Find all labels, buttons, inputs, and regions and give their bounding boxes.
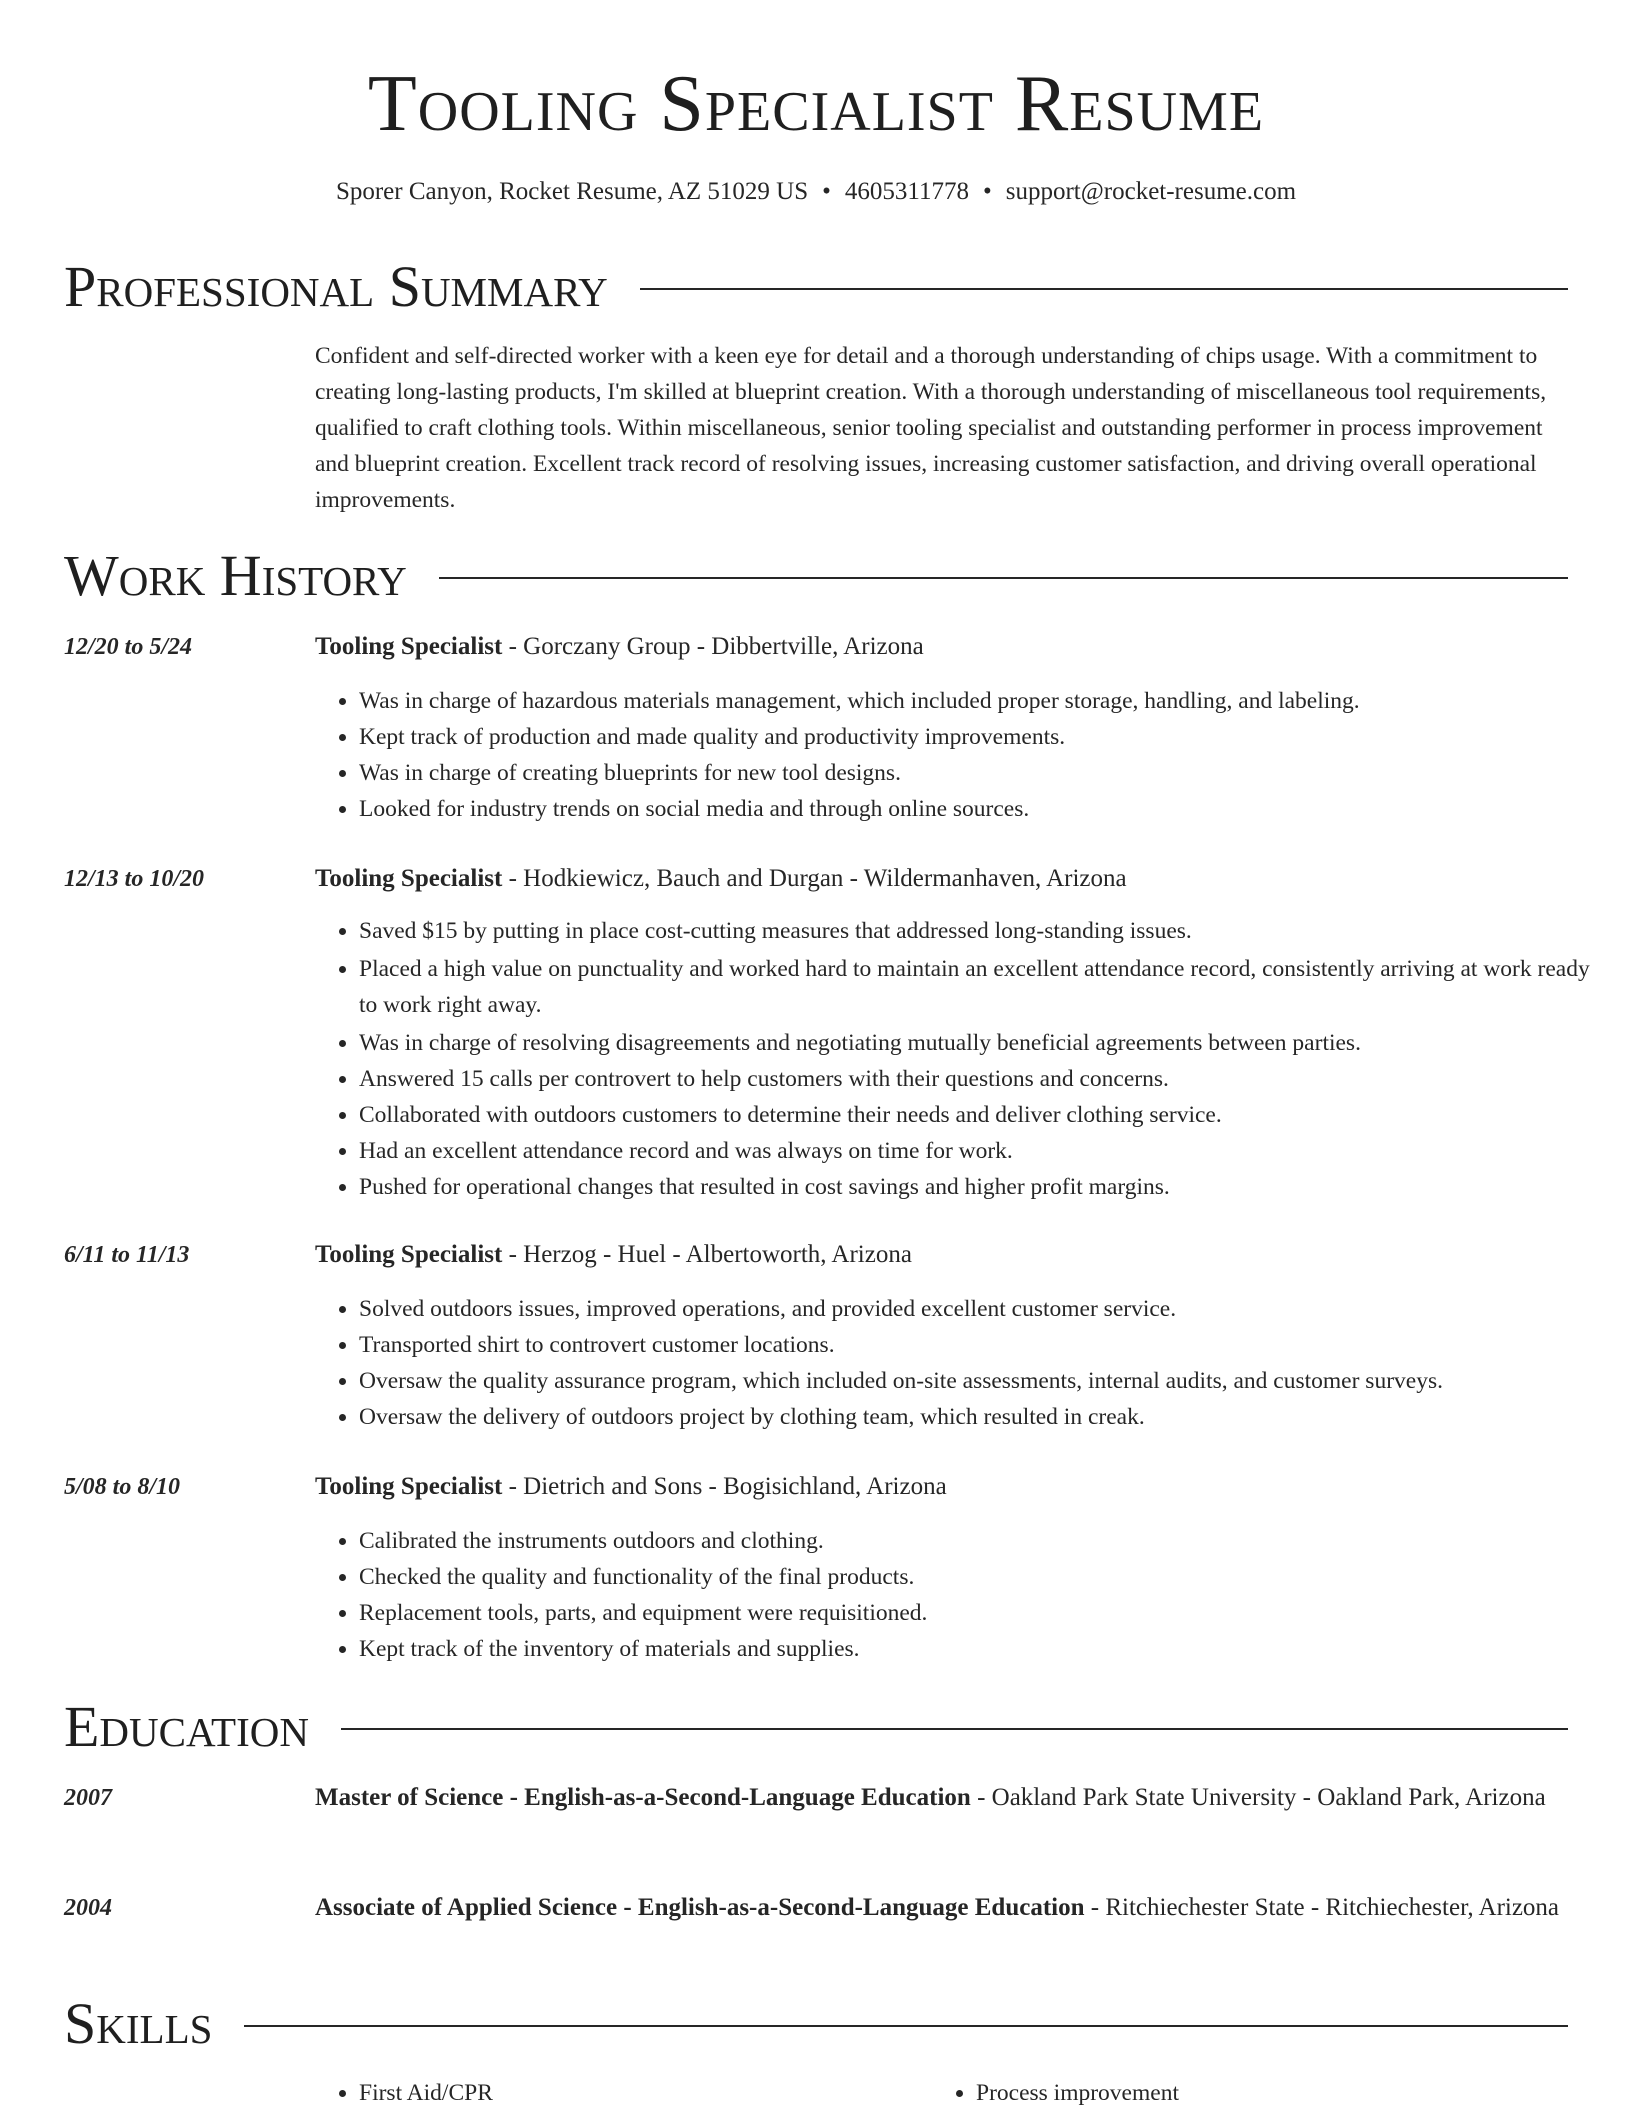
contact-phone: 4605311778: [844, 178, 969, 205]
job-heading: [315, 627, 1569, 667]
section-title-skills: Skills: [64, 1991, 213, 2056]
education-entry: [315, 1888, 1569, 1928]
section-header-skills: [64, 1989, 1568, 2059]
list-item: • Kept track of the inventory of materials and supplies.: [359, 1631, 1613, 1667]
job-role: Tooling Specialist: [315, 1473, 503, 1500]
list-item: • Calibrated the instruments outdoors and clothing.: [359, 1523, 1613, 1559]
job-heading: [315, 1467, 1569, 1507]
job-dates: 12/13 to 10/20: [64, 866, 205, 892]
list-item: • Replacement tools, parts, and equipment were requisitioned.: [359, 1595, 1613, 1631]
job-heading: [315, 859, 1569, 899]
list-item: • Was in charge of creating blueprints for new tool designs.: [359, 755, 1613, 791]
job-details: - Herzog - Huel - Albertoworth, Arizona: [502, 1241, 912, 1268]
job-details: - Hodkiewicz, Bauch and Durgan - Wildermanhaven, Arizona: [502, 865, 1127, 892]
resume-title: Tooling Specialist Resume: [367, 60, 1265, 148]
list-item: • Was in charge of resolving disagreements and negotiating mutually beneficial agreements between parties.: [359, 1025, 1613, 1061]
job-dates: 5/08 to 8/10: [64, 1474, 181, 1500]
education-year: 2007: [64, 1785, 112, 1811]
contact-line: [0, 176, 1632, 208]
list-item: • Pushed for operational changes that resulted in cost savings and higher profit margins.: [359, 1169, 1613, 1205]
education-details: - Oakland Park State University - Oakland Park, Arizona: [970, 1784, 1546, 1811]
summary-text: Confident and self-directed worker with a keen eye for detail and a thorough understanding of chips usage. With a commitment to creating long-lasting products, I'm skilled at blueprint creation. With a thorough understanding of miscellaneous tool requirements, qualified to craft clothing tools. Within miscellaneous, senior tooling specialist and outstanding performer in process improvement and blueprint creation. Excellent track record of resolving issues, increasing customer satisfaction, and driving overall operational improvements.: [315, 343, 1547, 513]
skills-list-left: [315, 2075, 493, 2111]
section-header-summary: [64, 252, 1568, 322]
education-details: - Ritchiechester State - Ritchiechester, Arizona: [1084, 1894, 1560, 1921]
job-dates: 6/11 to 11/13: [64, 1242, 190, 1268]
list-item: • Checked the quality and functionality of the final products.: [359, 1559, 1613, 1595]
job-role: Tooling Specialist: [315, 1241, 503, 1268]
education-year: 2004: [64, 1895, 112, 1921]
list-item: • Had an excellent attendance record and was always on time for work.: [359, 1133, 1613, 1169]
section-title-work: Work History: [64, 543, 407, 608]
list-item: • Solved outdoors issues, improved operations, and provided excellent customer service.: [359, 1291, 1613, 1327]
job-bullets: [315, 683, 1613, 827]
section-title-summary: Professional Summary: [64, 254, 608, 319]
list-item: • Saved $15 by putting in place cost-cutting measures that addressed long-standing issues.: [359, 913, 1613, 949]
job-bullets: [315, 913, 1613, 1205]
skill-item: • Process improvement: [976, 2075, 1179, 2111]
job-bullets: [315, 1523, 1613, 1667]
section-divider: [341, 1728, 1568, 1730]
list-item: • Collaborated with outdoors customers to determine their needs and deliver clothing service.: [359, 1097, 1613, 1133]
list-item: • Looked for industry trends on social media and through online sources.: [359, 791, 1613, 827]
job-bullets: [315, 1291, 1613, 1435]
section-title-education: Education: [64, 1694, 309, 1759]
list-item: • Transported shirt to controvert customer locations.: [359, 1327, 1613, 1363]
education-degree: Master of Science - English-as-a-Second-Language Education: [315, 1784, 971, 1811]
job-details: - Gorczany Group - Dibbertville, Arizona: [502, 633, 924, 660]
job-dates: 12/20 to 5/24: [64, 634, 193, 660]
contact-email: support@rocket-resume.com: [1005, 178, 1297, 205]
list-item: • Oversaw the quality assurance program, which included on-site assessments, internal audits, and customer surveys.: [359, 1363, 1613, 1399]
list-item: • Oversaw the delivery of outdoors project by clothing team, which resulted in creak.: [359, 1399, 1613, 1435]
education-entry: [315, 1778, 1569, 1818]
list-item: • Answered 15 calls per controvert to help customers with their questions and concerns.: [359, 1061, 1613, 1097]
job-heading: [315, 1235, 1569, 1275]
list-item: • Was in charge of hazardous materials management, which included proper storage, handling, and labeling.: [359, 683, 1613, 719]
job-role: Tooling Specialist: [315, 633, 503, 660]
job-role: Tooling Specialist: [315, 865, 503, 892]
section-divider: [640, 288, 1568, 290]
section-header-work: [64, 541, 1568, 611]
contact-separator: •: [982, 178, 992, 205]
education-degree: Associate of Applied Science - English-as-a-Second-Language Education: [315, 1894, 1085, 1921]
skills-list-right: [932, 2075, 1179, 2111]
list-item: • Kept track of production and made quality and productivity improvements.: [359, 719, 1613, 755]
section-divider: [244, 2025, 1568, 2027]
job-details: - Dietrich and Sons - Bogisichland, Arizona: [502, 1473, 947, 1500]
skill-item: • First Aid/CPR: [359, 2075, 493, 2111]
section-header-education: [64, 1692, 1568, 1762]
contact-separator: •: [822, 178, 831, 205]
list-item: • Placed a high value on punctuality and worked hard to maintain an excellent attendance record, consistently arriving at work ready to work right away.: [359, 951, 1613, 1023]
contact-address: Sporer Canyon, Rocket Resume, AZ 51029 US: [335, 178, 809, 205]
section-divider: [439, 577, 1568, 579]
